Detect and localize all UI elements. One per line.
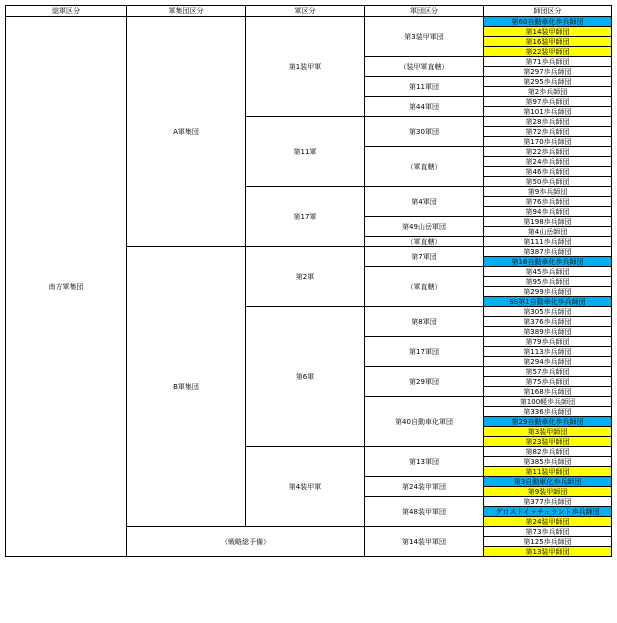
army-cell: 第17軍 [246,187,365,247]
division-cell: 第299歩兵師団 [484,287,612,297]
corps-cell: 第3装甲軍団 [365,17,484,57]
division-cell: 第16自動車化歩兵師団 [484,257,612,267]
division-cell: SS第1自動車化歩兵師団 [484,297,612,307]
corps-cell: 第49山岳軍団 [365,217,484,237]
division-cell: 第387歩兵師団 [484,247,612,257]
header-army: 軍区分 [246,6,365,17]
division-cell: 第97歩兵師団 [484,97,612,107]
corps-cell: （軍直轄） [365,147,484,187]
header-group: 軍集団区分 [127,6,246,17]
header-army-group: 総軍区分 [6,6,127,17]
header-corps: 軍団区分 [365,6,484,17]
division-cell: 第13装甲師団 [484,547,612,557]
order-of-battle-table [5,5,612,557]
division-cell: 第111歩兵師団 [484,237,612,247]
division-cell: 第295歩兵師団 [484,77,612,87]
division-cell: 第294歩兵師団 [484,357,612,367]
division-cell: 第22歩兵師団 [484,147,612,157]
division-cell: 第24歩兵師団 [484,157,612,167]
division-cell: 第336歩兵師団 [484,407,612,417]
division-cell: 第385歩兵師団 [484,457,612,467]
corps-cell: （軍直轄） [365,267,484,307]
group-cell: （戦略総予備） [127,527,365,557]
division-cell: 第198歩兵師団 [484,217,612,227]
corps-cell: 第8軍団 [365,307,484,337]
division-cell: 第125歩兵師団 [484,537,612,547]
division-cell: 第94歩兵師団 [484,207,612,217]
division-cell: 第71歩兵師団 [484,57,612,67]
division-cell: 第389歩兵師団 [484,327,612,337]
division-cell: 第50歩兵師団 [484,177,612,187]
division-cell: 第75歩兵師団 [484,377,612,387]
division-cell: 第113歩兵師団 [484,347,612,357]
division-cell: 第45歩兵師団 [484,267,612,277]
division-cell: 第100軽歩兵師団 [484,397,612,407]
division-cell: 第73歩兵師団 [484,527,612,537]
division-cell: 第11装甲師団 [484,467,612,477]
header-row [6,6,612,17]
corps-cell: 第24装甲軍団 [365,477,484,497]
division-cell: 第72歩兵師団 [484,127,612,137]
division-cell: 第14装甲師団 [484,27,612,37]
corps-cell: 第4軍団 [365,187,484,217]
corps-cell: 第11軍団 [365,77,484,97]
division-cell: 第24装甲師団 [484,517,612,527]
corps-cell: 第7軍団 [365,247,484,267]
division-cell: 第2歩兵師団 [484,87,612,97]
army-cell: 第2軍 [246,247,365,307]
army-cell: 第1装甲軍 [246,17,365,117]
division-cell: 第46歩兵師団 [484,167,612,177]
division-cell: 第3自動車化歩兵師団 [484,477,612,487]
corps-cell: （軍直轄） [365,237,484,247]
corps-cell: （装甲軍直轄） [365,57,484,77]
division-cell: 第60自動車化歩兵師団 [484,17,612,27]
division-cell: 第297歩兵師団 [484,67,612,77]
division-cell: 第9装甲師団 [484,487,612,497]
division-cell: 第305歩兵師団 [484,307,612,317]
division-cell: 第22装甲師団 [484,47,612,57]
army-cell: 第4装甲軍 [246,447,365,527]
corps-cell: 第40自動車化軍団 [365,397,484,447]
division-cell: 第168歩兵師団 [484,387,612,397]
division-cell: 第23装甲師団 [484,437,612,447]
corps-cell: 第48装甲軍団 [365,497,484,527]
table-row [6,17,612,27]
corps-cell: 第14装甲軍団 [365,527,484,557]
division-cell: 第28歩兵師団 [484,117,612,127]
corps-cell: 第29軍団 [365,367,484,397]
division-cell: 第79歩兵師団 [484,337,612,347]
army-cell: 第6軍 [246,307,365,447]
corps-cell: 第44軍団 [365,97,484,117]
division-cell: 第57歩兵師団 [484,367,612,377]
division-cell: 第76歩兵師団 [484,197,612,207]
group-cell: B軍集団 [127,247,246,527]
division-cell: 第4山岳師団 [484,227,612,237]
division-cell: 第95歩兵師団 [484,277,612,287]
division-cell: 第82歩兵師団 [484,447,612,457]
division-cell: 第101歩兵師団 [484,107,612,117]
division-cell: 第16装甲師団 [484,37,612,47]
division-cell: 第9歩兵師団 [484,187,612,197]
corps-cell: 第17軍団 [365,337,484,367]
army-cell: 第11軍 [246,117,365,187]
corps-cell: 第13軍団 [365,447,484,477]
header-division: 師団区分 [484,6,612,17]
army-group-cell: 南方軍集団 [6,17,127,557]
division-cell: 第170歩兵師団 [484,137,612,147]
division-cell: 第29自動車化歩兵師団 [484,417,612,427]
division-cell: グロスドイッチュラント歩兵師団 [484,507,612,517]
table-body [6,17,612,557]
division-cell: 第376歩兵師団 [484,317,612,327]
corps-cell: 第30軍団 [365,117,484,147]
division-cell: 第3装甲師団 [484,427,612,437]
division-cell: 第377歩兵師団 [484,497,612,507]
group-cell: A軍集団 [127,17,246,247]
